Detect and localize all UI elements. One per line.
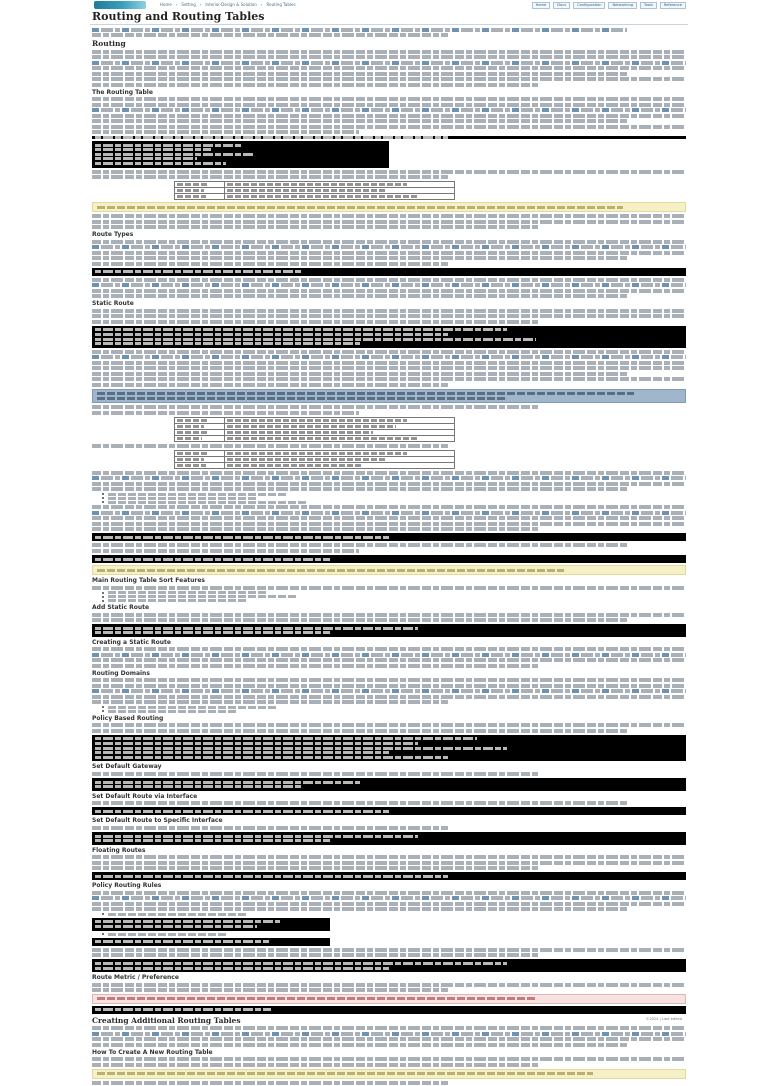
paragraph-line <box>92 130 359 134</box>
page-title: Routing and Routing Tables <box>92 10 265 23</box>
breadcrumb-item[interactable]: Routing Tables <box>266 2 296 7</box>
paragraph-line <box>92 289 686 293</box>
breadcrumb-separator: › <box>199 2 202 7</box>
paragraph-line <box>92 907 627 911</box>
paragraph-line <box>92 988 448 992</box>
breadcrumb-separator: › <box>175 2 178 7</box>
footer-text: ©2024 | Last edited <box>645 1017 682 1021</box>
paragraph-line <box>92 664 538 668</box>
paragraph-line <box>92 801 627 805</box>
code-block <box>92 141 389 168</box>
code-block <box>92 555 686 563</box>
paragraph-line <box>92 684 686 688</box>
code-block <box>92 807 686 815</box>
list-item <box>102 933 686 936</box>
intro-text <box>92 33 448 37</box>
info-callout <box>92 202 686 212</box>
paragraph-line <box>92 772 538 776</box>
nav-link[interactable]: Docs <box>553 2 570 9</box>
paragraph-line <box>92 366 686 370</box>
top-banner <box>90 0 688 10</box>
nav-link[interactable]: Tools <box>640 2 657 9</box>
paragraph-line <box>92 355 686 359</box>
paragraph-line <box>92 383 448 387</box>
paragraph-line <box>92 902 686 906</box>
section-heading: Floating Routes <box>92 846 146 854</box>
list-item <box>102 595 686 598</box>
list-item <box>102 913 686 916</box>
info-callout <box>92 1069 686 1079</box>
paragraph-line <box>92 262 448 266</box>
paragraph-line <box>92 678 686 682</box>
title-divider <box>90 24 688 25</box>
nav-link[interactable]: Reference <box>660 2 686 9</box>
code-block <box>92 136 686 139</box>
section-heading: Routing <box>92 39 126 48</box>
paragraph-line <box>92 689 686 693</box>
paragraph-line <box>92 411 359 415</box>
paragraph-line <box>92 278 686 282</box>
section-heading: Static Route <box>92 300 134 308</box>
paragraph-line <box>92 855 686 859</box>
paragraph-line <box>92 361 686 365</box>
table-row <box>175 435 455 441</box>
paragraph-line <box>92 983 686 987</box>
paragraph-line <box>92 1026 686 1030</box>
paragraph-line <box>92 516 686 520</box>
breadcrumb-separator: › <box>260 2 263 7</box>
section-heading: Add Static Route <box>92 604 150 612</box>
paragraph-line <box>92 658 686 662</box>
intro-text <box>92 28 627 32</box>
paragraph-line <box>92 953 538 957</box>
paragraph-line <box>92 97 686 101</box>
breadcrumb-item[interactable]: Setting <box>181 2 196 7</box>
paragraph-line <box>92 125 686 129</box>
section-heading: Policy Based Routing <box>92 714 164 722</box>
paragraph-line <box>92 245 686 249</box>
paragraph-line <box>92 826 448 830</box>
section-heading: Creating a Static Route <box>92 638 171 646</box>
paragraph-line <box>92 948 686 952</box>
section-heading: Set Default Route via Interface <box>92 792 198 800</box>
code-block <box>92 735 686 762</box>
paragraph-line <box>92 72 627 76</box>
section-heading: Routing Domains <box>92 669 150 677</box>
metric-table <box>174 450 455 469</box>
section-heading: Main Routing Table Sort Features <box>92 577 205 585</box>
code-block <box>92 268 686 276</box>
section-heading: How To Create A New Routing Table <box>92 1048 213 1056</box>
code-block <box>92 326 686 348</box>
paragraph-line <box>92 294 627 298</box>
paragraph-line <box>92 225 538 229</box>
paragraph-line <box>92 1032 686 1036</box>
section-heading: Route Metric / Preference <box>92 974 179 982</box>
site-logo[interactable] <box>94 1 146 9</box>
list-item <box>102 591 686 594</box>
paragraph-line <box>92 251 686 255</box>
nav-link[interactable]: Networking <box>608 2 637 9</box>
paragraph-line <box>92 613 686 617</box>
paragraph-line <box>92 55 686 59</box>
paragraph-line <box>92 372 627 376</box>
paragraph-line <box>92 647 686 651</box>
paragraph-line <box>92 66 686 70</box>
section-heading: Set Default Route to Specific Interface <box>92 817 223 825</box>
list-item <box>102 497 686 500</box>
section-heading: Route Types <box>92 231 134 239</box>
section-heading: Set Default Gateway <box>92 763 162 771</box>
nav-link[interactable]: Home <box>532 2 551 9</box>
paragraph-line <box>92 1037 686 1041</box>
list-item <box>102 493 686 496</box>
breadcrumb-item[interactable]: Interior-Design & Solution <box>205 2 257 7</box>
paragraph-line <box>92 444 448 448</box>
warning-callout <box>92 994 686 1004</box>
paragraph-line <box>92 1063 538 1067</box>
paragraph-line <box>92 522 686 526</box>
paragraph-line <box>92 309 686 313</box>
section-heading: Policy Routing Rules <box>92 882 162 890</box>
list-item <box>102 501 686 504</box>
list-item <box>102 710 686 713</box>
paragraph-line <box>92 896 686 900</box>
paragraph-line <box>92 119 627 123</box>
paragraph-line <box>92 220 686 224</box>
paragraph-line <box>92 471 686 475</box>
paragraph-line <box>92 549 359 553</box>
paragraph-line <box>92 77 686 81</box>
paragraph-line <box>92 405 538 409</box>
breadcrumb-item[interactable]: Home <box>160 2 172 7</box>
info-callout <box>92 565 686 575</box>
route-types-table <box>174 181 455 200</box>
code-block <box>92 938 330 946</box>
page-container <box>90 0 688 1056</box>
paragraph-line <box>92 170 686 174</box>
paragraph-line <box>92 1043 627 1047</box>
paragraph-line <box>92 283 686 287</box>
code-block <box>92 959 686 972</box>
table-row <box>175 194 455 200</box>
paragraph-line <box>92 476 686 480</box>
paragraph-line <box>92 543 627 547</box>
paragraph-line <box>92 1081 448 1085</box>
section-heading: Creating Additional Routing Tables <box>92 1015 241 1025</box>
paragraph-line <box>92 314 686 318</box>
paragraph-line <box>92 653 686 657</box>
paragraph-line <box>92 723 686 727</box>
code-block <box>92 778 686 791</box>
code-block <box>92 918 330 931</box>
article-body <box>92 26 686 1086</box>
paragraph-line <box>92 866 538 870</box>
paragraph-line <box>92 1057 686 1061</box>
info-callout <box>92 389 686 404</box>
code-block <box>92 832 686 845</box>
paragraph-line <box>92 256 627 260</box>
paragraph-line <box>92 83 538 87</box>
paragraph-line <box>92 214 686 218</box>
paragraph-line <box>92 586 686 590</box>
paragraph-line <box>92 618 627 622</box>
breadcrumb <box>160 2 296 8</box>
paragraph-line <box>92 700 448 704</box>
paragraph-line <box>92 695 686 699</box>
route-preference-table <box>174 417 455 442</box>
paragraph-line <box>92 487 627 491</box>
paragraph-line <box>92 240 686 244</box>
paragraph-line <box>92 729 627 733</box>
paragraph-line <box>92 108 686 112</box>
paragraph-line <box>92 175 448 179</box>
nav-link[interactable]: Configuration <box>573 2 605 9</box>
paragraph-line <box>92 891 686 895</box>
code-block <box>92 1006 686 1014</box>
paragraph-line <box>92 527 538 531</box>
paragraph-line <box>92 350 686 354</box>
paragraph-line <box>92 320 538 324</box>
paragraph-line <box>92 505 686 509</box>
paragraph-line <box>92 482 686 486</box>
code-block <box>92 872 686 880</box>
section-heading: The Routing Table <box>92 88 153 96</box>
paragraph-line <box>92 861 686 865</box>
code-block <box>92 624 686 637</box>
paragraph-line <box>92 377 686 381</box>
paragraph-line <box>92 511 686 515</box>
paragraph-line <box>92 103 686 107</box>
table-row <box>175 462 455 468</box>
paragraph-line <box>92 61 686 65</box>
list-item <box>102 599 686 602</box>
paragraph-line <box>92 114 686 118</box>
paragraph-line <box>92 50 686 54</box>
code-block <box>92 533 686 541</box>
list-item <box>102 706 686 709</box>
top-nav <box>532 2 686 9</box>
